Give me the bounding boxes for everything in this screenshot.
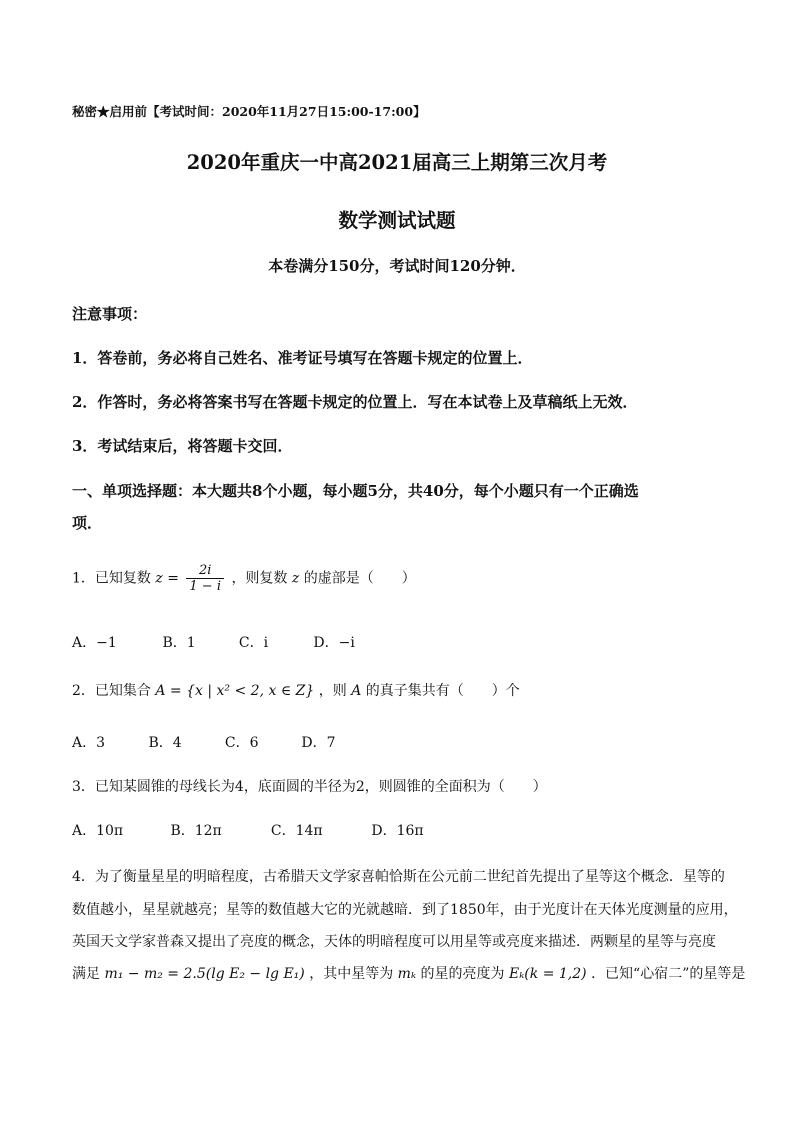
q1-var: z [291, 570, 300, 587]
q2-suffix: ，则 [318, 683, 347, 699]
q4-line4-a: 满足 [72, 966, 100, 982]
q1-options [72, 632, 355, 652]
q1-fraction [186, 563, 224, 594]
q3-option-a: A．10π [72, 823, 124, 839]
q1-frac-denominator: 1 − i [186, 578, 224, 594]
q2-option-a: A．3 [72, 735, 106, 751]
note-item-2: 2．作答时，务必将答案书写在答题卡规定的位置上．写在本试卷上及草稿纸上无效． [72, 393, 638, 411]
q4-ek: Eₖ(k = 1,2) [508, 966, 587, 982]
q2-prefix: 2．已知集合 [72, 683, 151, 699]
q4-formula: m₁ − m₂ = 2.5(lg E₂ − lg E₁) [104, 966, 305, 982]
exam-title: 2020年重庆一中高2021届高三上期第三次月考 [186, 151, 608, 174]
q1-suffix: ，则复数 [231, 570, 288, 587]
q2-options [72, 732, 336, 752]
q4-mk: mₖ [397, 966, 417, 982]
q3-options [72, 820, 424, 840]
q1-frac-numerator: 2i [198, 563, 212, 578]
q1-option-b: B．1 [162, 635, 196, 651]
q1-option-d: D．−i [313, 635, 355, 651]
q2-var: A [351, 683, 362, 699]
q4-line4-c: 的星的亮度为 [420, 966, 505, 982]
notes-heading: 注意事项： [72, 305, 148, 323]
q2-set: A = {x | x² < 2, x ∈ Z} [155, 683, 315, 699]
note-item-3: 3．考试结束后，将答题卡交回． [72, 437, 293, 455]
q3-option-c: C．14π [270, 823, 323, 839]
q2-option-c: C．6 [224, 735, 259, 751]
note-item-1: 1．答卷前，务必将自己姓名、准考证号填写在答题卡规定的位置上． [72, 349, 533, 367]
question-2 [72, 680, 520, 700]
q2-suffix2: 的真子集共有（ ）个 [365, 683, 520, 699]
section-heading-line2: 项． [72, 514, 103, 532]
q4-line-1: 4．为了衡量星星的明暗程度，古希腊天文学家喜帕恰斯在公元前二世纪首先提出了星等这个概念．星等的 [72, 869, 725, 885]
question-1 [72, 563, 416, 594]
question-3: 3．已知某圆锥的母线长为4，底面圆的半径为2，则圆锥的全面积为（ ） [72, 779, 547, 795]
q2-option-d: D．7 [301, 735, 336, 751]
exam-subtitle: 数学测试试题 [338, 209, 456, 232]
q4-line4-d: ．已知“心宿二”的星等是 [591, 966, 746, 982]
q4-line4-b: ，其中星等为 [309, 966, 394, 982]
q2-option-b: B．4 [148, 735, 182, 751]
q1-lhs: z = [155, 570, 179, 587]
q1-prefix: 1．已知复数 [72, 570, 151, 587]
q1-option-c: C．i [238, 635, 269, 651]
confidential-header: 秘密★启用前【考试时间：2020年11月27日15:00-17:00】 [72, 104, 426, 119]
q3-option-b: B．12π [170, 823, 222, 839]
q1-suffix2: 的虚部是（ ） [303, 570, 416, 587]
q4-line-3: 英国天文学家普森又提出了亮度的概念，天体的明暗程度可以用星等或亮度来描述．两颗星的星等与亮度 [72, 934, 716, 950]
q3-option-d: D．16π [371, 823, 424, 839]
q4-line-2: 数值越小，星星就越亮；星等的数值越大它的光就越暗．到了1850年，由于光度计在天体光度测量的应用， [72, 902, 738, 918]
q4-line-4 [72, 963, 745, 983]
q1-option-a: A．−1 [72, 635, 117, 651]
score-info: 本卷满分150分，考试时间120分钟． [268, 257, 526, 275]
section-heading-line1: 一、单项选择题：本大题共8个小题，每小题5分，共40分，每个小题只有一个正确选 [72, 482, 639, 500]
